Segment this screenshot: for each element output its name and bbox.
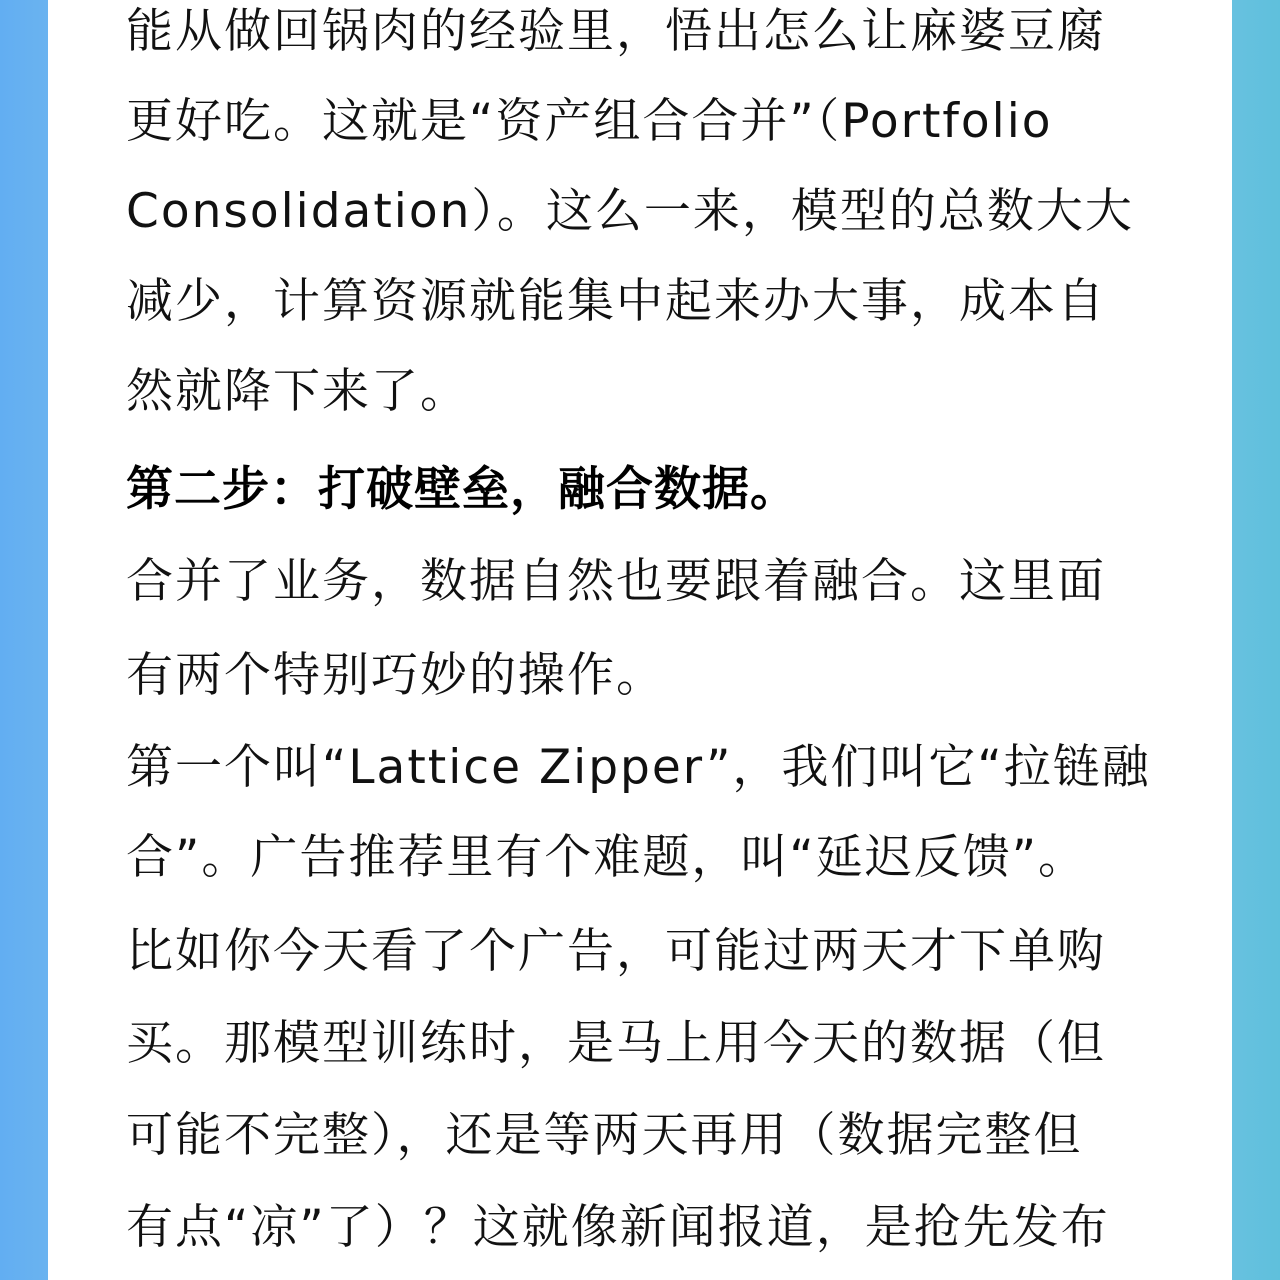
section-heading: 第二步：打破壁垒，融合数据。 (126, 462, 798, 517)
paragraph-line: 更好吃。这就是“资产组合合并”（Portfolio (126, 94, 1053, 149)
paragraph-line: 合并了业务，数据自然也要跟着融合。这里面 (126, 554, 1106, 609)
paragraph-line: Consolidation）。这么一来，模型的总数大大 (126, 184, 1134, 239)
paragraph-line: 合”。广告推荐里有个难题，叫“延迟反馈”。 (126, 830, 1088, 885)
paragraph-line: 能从做回锅肉的经验里，悟出怎么让麻婆豆腐 (126, 4, 1106, 59)
article-card (48, 0, 1232, 1280)
paragraph-line: 买。那模型训练时，是马上用今天的数据（但 (126, 1016, 1106, 1071)
paragraph-line: 可能不完整），还是等两天再用（数据完整但 (126, 1108, 1083, 1163)
paragraph-line: 比如你今天看了个广告，可能过两天才下单购 (126, 924, 1106, 979)
paragraph-line: 第一个叫“Lattice Zipper”，我们叫它“拉链融 (126, 740, 1151, 795)
paragraph-line: 有两个特别巧妙的操作。 (126, 648, 665, 703)
paragraph-line: 然就降下来了。 (126, 364, 469, 419)
paragraph-line: 减少，计算资源就能集中起来办大事，成本自 (126, 274, 1106, 329)
paragraph-line: 有点“凉”了）？这就像新闻报道，是抢先发布 (126, 1200, 1110, 1255)
